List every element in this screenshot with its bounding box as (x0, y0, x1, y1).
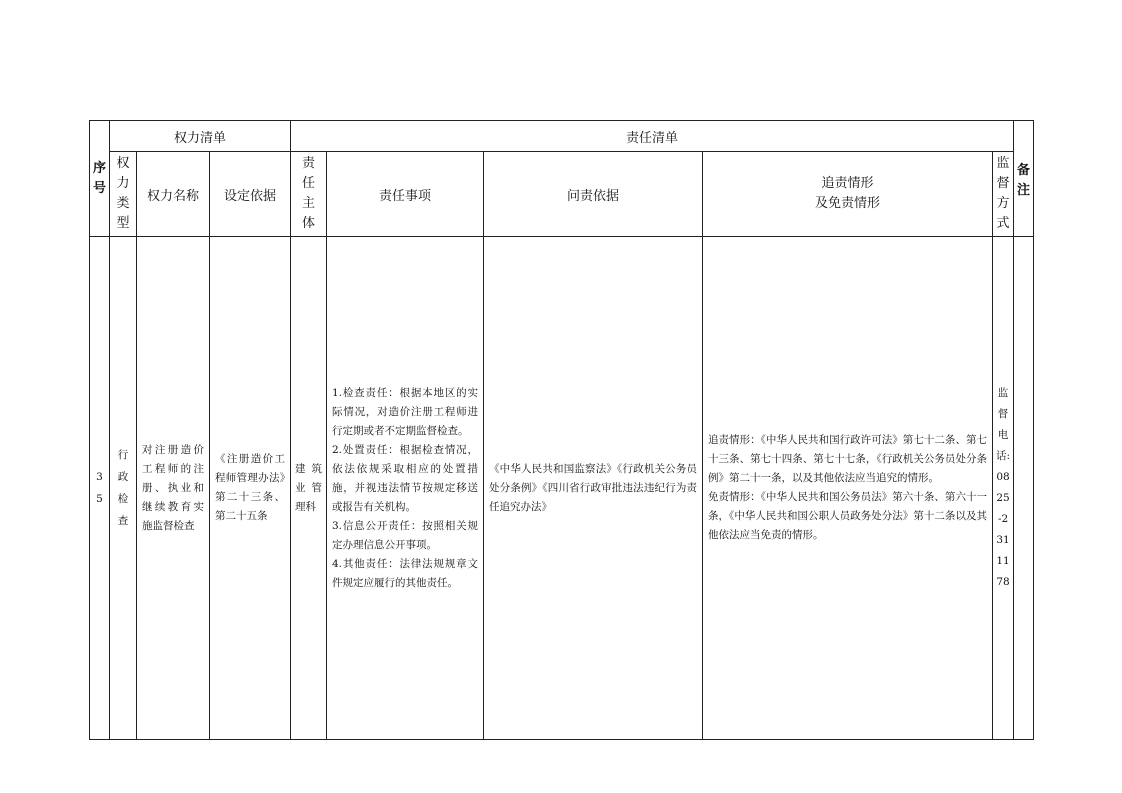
header-accountability-basis: 问责依据 (484, 152, 703, 237)
cell-remarks (1014, 237, 1034, 740)
resp-item-3: 3.信息公开责任：按照相关规定办理信息公开事项。 (332, 519, 478, 551)
cell-seq (90, 237, 110, 740)
cell-power-type (110, 237, 137, 740)
seq-value: 35 (96, 471, 103, 505)
cell-pursuit (703, 237, 993, 740)
header-subject (291, 152, 327, 237)
header-pursuit-line1: 追责情形 (821, 176, 874, 191)
header-supervision (993, 152, 1014, 237)
header-basis: 设定依据 (210, 152, 291, 237)
cell-resp-items (327, 237, 484, 740)
header-seq-text: 序号 (92, 160, 106, 196)
power-type-value: 行政检查 (117, 449, 129, 527)
header-power-type (110, 152, 137, 237)
resp-item-1: 1.检查责任：根据本地区的实际情况，对造价注册工程师进行定期或者不定期监督检查。 (332, 386, 478, 437)
cell-supervision (993, 237, 1014, 740)
header-pursuit-line2: 及免责情形 (814, 196, 880, 211)
header-subject-text: 责任主体 (301, 156, 315, 231)
resp-item-2: 2.处置责任：根据检查情况，依法依规采取相应的处置措施，并视违法情节按规定移送或报告有关机构。 (332, 443, 478, 513)
header-remarks (1014, 121, 1034, 237)
supervision-value: 监督电话:0825-2311178 (995, 387, 1011, 588)
header-resp-items: 责任事项 (327, 152, 484, 237)
header-remarks-text: 备注 (1017, 163, 1031, 198)
resp-item-4: 4.其他责任：法律法规规章文件规定应履行的其他责任。 (332, 557, 478, 589)
header-power-name: 权力名称 (137, 152, 210, 237)
header-power-list: 权力清单 (110, 121, 291, 152)
header-pursuit (703, 152, 993, 237)
cell-power-name: 对注册造价工程师的注册、执业和继续教育实施监督检查 (137, 237, 210, 740)
header-seq (90, 121, 110, 237)
header-power-type-text: 权力类型 (116, 156, 130, 231)
cell-accountability-basis: 《中华人民共和国监察法》《行政机关公务员处分条例》《四川省行政审批违法违纪行为责任追究办法》 (484, 237, 703, 740)
cell-basis: 《注册造价工程师管理办法》第二十三条、第二十五条 (210, 237, 291, 740)
header-responsibility-list: 责任清单 (291, 121, 1014, 152)
power-responsibility-table (89, 120, 1034, 740)
pursuit-text: 追责情形：《中华人民共和国行政许可法》第七十二条、第七十三条、第七十四条、第七十七条，《行政机关公务员处分条例》第二十一条，以及其他依法应当追究的情形。 (708, 434, 987, 484)
responsibility-table-frame (89, 120, 1033, 740)
cell-subject: 建筑业管理科 (291, 237, 327, 740)
exemption-text: 免责情形：《中华人民共和国公务员法》第六十条、第六十一条，《中华人民共和国公职人员政务处分法》第十二条以及其他依法应当免责的情形。 (708, 491, 987, 541)
header-supervision-text: 监督方式 (996, 156, 1010, 231)
